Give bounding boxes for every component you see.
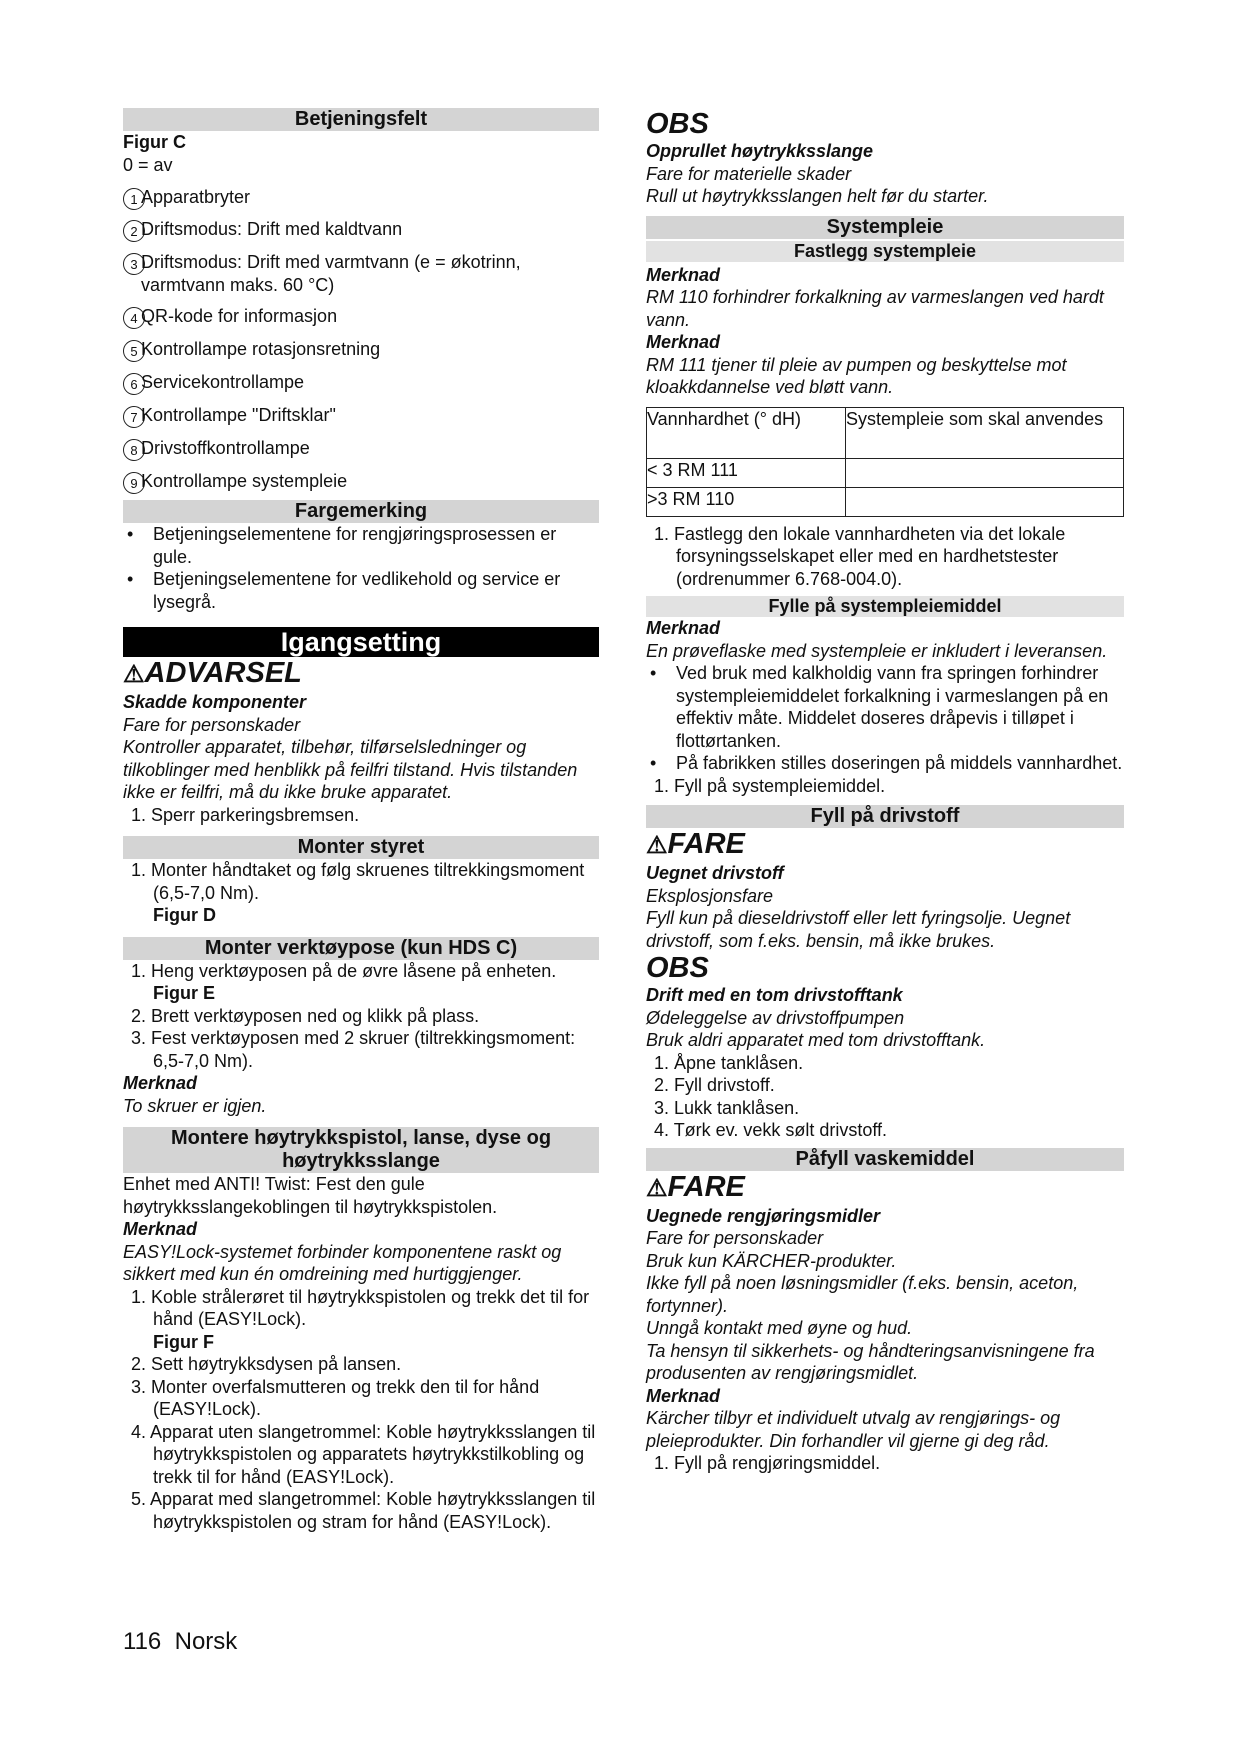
note-text: EASY!Lock-systemet forbinder komponentene raskt og sikkert med kun én omdreining med hurtiggjenger. (123, 1241, 562, 1284)
note-label: Merknad (123, 1219, 198, 1239)
figure-f: Figur F (153, 1331, 214, 1352)
step: 1. Fyll på rengjøringsmiddel. (654, 1453, 881, 1473)
page-footer (123, 1628, 237, 1656)
warning-text: Fyll kun på dieseldrivstoff eller lett fyringsolje. Uegnet drivstoff, som f.eks. bensin, må ikke brukes. (646, 908, 1071, 951)
heading-vaskemiddel: Påfyll vaskemiddel (646, 1148, 1124, 1171)
heading-igangsetting: Igangsetting (123, 627, 599, 657)
heading-drivstoff: Fyll på drivstoff (646, 805, 1124, 828)
note-text: RM 111 tjener til pleie av pumpen og beskyttelse mot kloakkdannelse ved bløtt vann. (646, 354, 1067, 397)
table-header-cell: Vannhardhet (° dH) (647, 407, 846, 458)
obs-text: Bruk aldri apparatet med tom drivstofftank. (646, 1030, 986, 1050)
warning-triangle-icon: ⚠ (123, 661, 145, 688)
figure-d: Figur D (153, 905, 216, 925)
page-number: 116 (123, 1628, 162, 1655)
number-circle-icon: 4 (123, 307, 145, 329)
warning-subtitle: Uegnet drivstoff (646, 863, 784, 883)
number-circle-icon: 8 (123, 439, 145, 461)
control-item-text: Kontrollampe rotasjonsretning (141, 339, 381, 359)
note-text: En prøveflaske med systempleie er inkludert i leveransen. (646, 640, 1108, 661)
note-label: Merknad (646, 1385, 721, 1406)
step: 5. Apparat med slangetrommel: Koble høytrykksslangen til høytrykkspistolen og stram for hånd (EASY!Lock). (131, 1489, 596, 1532)
step: 2. Brett verktøyposen ned og klikk på plass. (131, 1005, 480, 1026)
step: 1. Sperr parkeringsbremsen. (131, 804, 360, 825)
obs-risk: Fare for materielle skader (646, 163, 852, 184)
note-text: To skruer er igjen. (123, 1095, 267, 1116)
control-item (123, 437, 599, 461)
step: 4. Tørk ev. vekk sølt drivstoff. (654, 1120, 888, 1140)
warning-text: Kontroller apparatet, tilbehør, tilførselsledninger og tilkoblinger med henblikk på feilfri tilstand. Hvis tilstanden ikke er feilfri, må du ikke bruke apparatet. (123, 737, 578, 802)
warning-triangle-icon: ⚠ (646, 1174, 668, 1202)
table-row (647, 458, 1124, 487)
obs-risk: Ødeleggelse av drivstoffpumpen (646, 1007, 905, 1028)
heading-monter-styret: Monter styret (123, 836, 599, 859)
bullet-item: • Ved bruk med kalkholdig vann fra springen forhindrer systempleiemiddelet forkalkning i varmeslangen på en effektiv måte. Middelet doseres dråpevis i tilløpet i flottørtanken. (646, 662, 1124, 752)
control-item (123, 470, 599, 494)
control-item-text: Kontrollampe systempleie (141, 471, 348, 491)
number-circle-icon: 5 (123, 340, 145, 362)
water-hardness-table (646, 407, 1124, 517)
table-cell (846, 487, 1124, 516)
control-list (123, 186, 599, 494)
note-label: Merknad (123, 1073, 198, 1093)
step: 2. Sett høytrykksdysen på lansen. (131, 1354, 402, 1374)
step: 1. Koble strålerøret til høytrykkspistolen og trekk det til for hånd (EASY!Lock). (131, 1286, 590, 1329)
warning-title-text: FARE (667, 828, 745, 860)
control-item-text: Apparatbryter (141, 187, 251, 207)
warning-title (123, 657, 599, 691)
control-item (123, 371, 599, 395)
page-language: Norsk (174, 1628, 238, 1655)
control-item (123, 251, 599, 296)
warning-risk: Fare for personskader (123, 714, 301, 735)
table-row (647, 487, 1124, 516)
step: 1. Monter håndtaket og følg skruenes tiltrekkingsmoment (6,5-7,0 Nm). (131, 860, 585, 903)
step: 3. Fest verktøyposen med 2 skruer (tiltrekkingsmoment: 6,5-7,0 Nm). (131, 1028, 576, 1071)
warning-line: Bruk kun KÄRCHER-produkter. (646, 1250, 897, 1271)
control-item (123, 305, 599, 329)
obs-text: Rull ut høytrykksslangen helt før du starter. (646, 186, 989, 206)
left-column (123, 108, 599, 1533)
zero-off: 0 = av (123, 154, 173, 175)
number-circle-icon: 1 (123, 188, 145, 210)
note-text: Kärcher tilbyr et individuelt utvalg av rengjørings- og pleieprodukter. Din forhandler vil gjerne gi deg råd. (646, 1408, 1061, 1451)
warning-title-text: ADVARSEL (144, 657, 302, 689)
obs-title: OBS (646, 952, 709, 984)
step: 1. Fastlegg den lokale vannhardheten via det lokale forsyningsselskapet eller med en hardhetstester (ordrenummer 6.768-004.0). (654, 523, 1066, 589)
warning-line: Ta hensyn til sikkerhets- og håndteringsanvisningene fra produsenten av rengjøringsmidlet. (646, 1340, 1095, 1383)
note-text: RM 110 forhindrer forkalkning av varmeslangen ved hardt vann. (646, 287, 1104, 330)
heading-verktoypose: Monter verktøypose (kun HDS C) (123, 937, 599, 960)
right-column (646, 108, 1124, 1475)
control-item-text: Drivstoffkontrollampe (141, 438, 310, 458)
bullet-item: • På fabrikken stilles doseringen på middels vannhardhet. (646, 752, 1124, 775)
step: 1. Åpne tanklåsen. (654, 1052, 804, 1073)
step: 1. Fyll på systempleiemiddel. (654, 775, 886, 796)
step: 3. Lukk tanklåsen. (654, 1097, 800, 1118)
warning-line: Unngå kontakt med øyne og hud. (646, 1318, 913, 1338)
obs-subtitle: Drift med en tom drivstofftank (646, 985, 903, 1005)
control-item-text: Kontrollampe "Driftsklar" (141, 405, 336, 425)
step: 4. Apparat uten slangetrommel: Koble høytrykksslangen til høytrykkspistolen og apparatets høytrykkstilkobling og trekk til for hånd (EASY!Lock). (131, 1421, 596, 1487)
bullet-item: • Betjeningselementene for rengjøringsprosessen er gule. (123, 523, 599, 568)
figure-e: Figur E (153, 983, 215, 1003)
step: 2. Fyll drivstoff. (654, 1075, 775, 1095)
control-item (123, 338, 599, 362)
heading-hoytrykk: Montere høytrykkspistol, lanse, dyse og høytrykksslange (123, 1127, 599, 1173)
number-circle-icon: 7 (123, 406, 145, 428)
note-label: Merknad (646, 264, 721, 285)
table-header-row (647, 407, 1124, 458)
number-circle-icon: 9 (123, 472, 145, 494)
subheading-fastlegg: Fastlegg systempleie (646, 241, 1124, 262)
table-cell: >3 RM 110 (647, 487, 846, 516)
control-item-text: QR-kode for informasjon (141, 306, 338, 326)
subheading-fylle-systempleie: Fylle på systempleiemiddel (646, 596, 1124, 617)
warning-line: Ikke fyll på noen løsningsmidler (f.eks. bensin, aceton, fortynner). (646, 1273, 1079, 1316)
figure-c: Figur C (123, 132, 186, 152)
control-item (123, 404, 599, 428)
control-item (123, 186, 599, 210)
table-cell: < 3 RM 111 (647, 458, 846, 487)
control-item-text: Driftsmodus: Drift med varmtvann (e = økotrinn, varmtvann maks. 60 °C) (141, 252, 521, 295)
warning-title-text: FARE (667, 1170, 745, 1203)
warning-title (646, 1171, 1124, 1205)
note-label: Merknad (646, 618, 721, 638)
heading-systempleie: Systempleie (646, 216, 1124, 239)
control-item (123, 218, 599, 242)
warning-subtitle: Uegnede rengjøringsmidler (646, 1205, 881, 1226)
control-item-text: Driftsmodus: Drift med kaldtvann (141, 219, 403, 239)
table-cell (846, 458, 1124, 487)
number-circle-icon: 3 (123, 253, 145, 275)
intro-text: Enhet med ANTI! Twist: Fest den gule høytrykksslangekoblingen til høytrykkspistolen. (123, 1174, 498, 1217)
heading-betjeningsfelt: Betjeningsfelt (123, 108, 599, 131)
number-circle-icon: 6 (123, 373, 145, 395)
table-header-cell: Systempleie som skal anvendes (846, 407, 1124, 458)
control-item-text: Servicekontrollampe (141, 372, 305, 392)
bullet-item: • Betjeningselementene for vedlikehold og service er lysegrå. (123, 568, 599, 613)
warning-subtitle: Skadde komponenter (123, 692, 307, 712)
note-label: Merknad (646, 332, 721, 352)
obs-title: OBS (646, 108, 709, 140)
warning-title (646, 828, 1124, 862)
warning-risk: Fare for personskader (646, 1228, 824, 1248)
step: 1. Heng verktøyposen på de øvre låsene på enheten. (131, 960, 557, 981)
number-circle-icon: 2 (123, 220, 145, 242)
obs-subtitle: Opprullet høytrykksslange (646, 141, 874, 161)
warning-triangle-icon: ⚠ (646, 832, 668, 859)
heading-fargemerking: Fargemerking (123, 500, 599, 523)
warning-risk: Eksplosjonsfare (646, 885, 774, 906)
step: 3. Monter overfalsmutteren og trekk den til for hånd (EASY!Lock). (131, 1376, 540, 1419)
